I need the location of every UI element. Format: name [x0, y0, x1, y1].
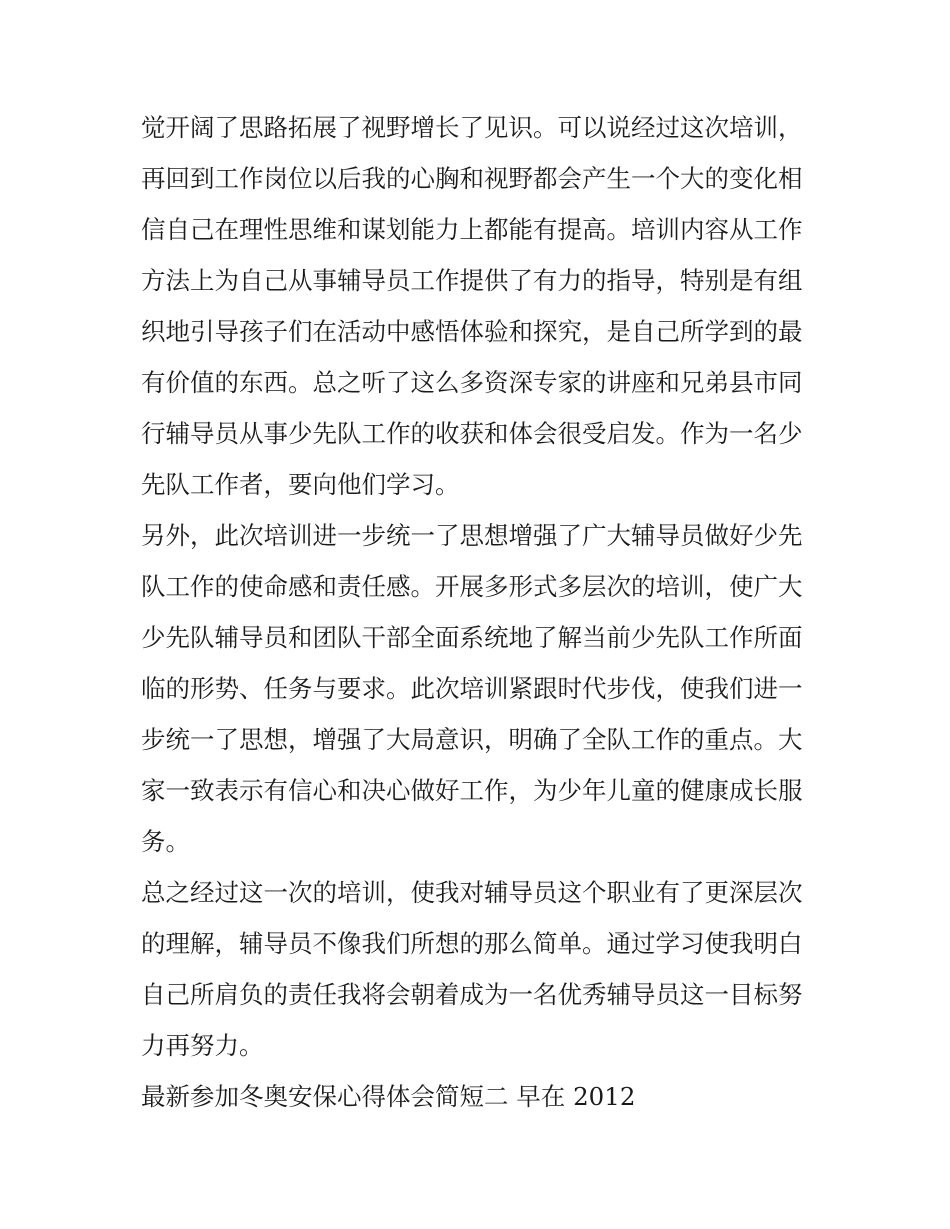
text-line: 先队工作者，要向他们学习。 [141, 470, 460, 499]
text-line: 的理解，辅导员不像我们所想的那么简单。通过学习使我明白 [141, 929, 803, 958]
text-line: 队工作的使命感和责任感。开展多形式多层次的培训，使广大 [141, 572, 803, 601]
text-line: 力再努力。 [141, 1031, 264, 1060]
text-line: 务。 [141, 827, 190, 856]
text-line: 再回到工作岗位以后我的心胸和视野都会产生一个大的变化相 [141, 164, 803, 193]
text-line: 自己所肩负的责任我将会朝着成为一名优秀辅导员这一目标努 [141, 980, 803, 1009]
text-line: 最新参加冬奥安保心得体会简短二 早在 2012 [141, 1082, 636, 1111]
text-line: 信自己在理性思维和谋划能力上都能有提高。培训内容从工作 [141, 215, 803, 244]
text-line: 行辅导员从事少先队工作的收获和体会很受启发。作为一名少 [141, 419, 803, 448]
text-line: 临的形势、任务与要求。此次培训紧跟时代步伐，使我们进一 [141, 674, 803, 703]
text-line: 织地引导孩子们在活动中感悟体验和探究，是自己所学到的最 [141, 317, 803, 346]
text-line: 少先队辅导员和团队干部全面系统地了解当前少先队工作所面 [141, 623, 803, 652]
text-line: 有价值的东西。总之听了这么多资深专家的讲座和兄弟县市同 [141, 368, 803, 397]
text-line: 另外，此次培训进一步统一了思想增强了广大辅导员做好少先 [141, 521, 803, 550]
text-line: 步统一了思想，增强了大局意识，明确了全队工作的重点。大 [141, 725, 803, 754]
text-line: 觉开阔了思路拓展了视野增长了见识。可以说经过这次培训， [141, 113, 803, 142]
text-line: 方法上为自己从事辅导员工作提供了有力的指导，特别是有组 [141, 266, 803, 295]
text-line: 总之经过这一次的培训，使我对辅导员这个职业有了更深层次 [141, 878, 803, 907]
text-line: 家一致表示有信心和决心做好工作，为少年儿童的健康成长服 [141, 776, 803, 805]
